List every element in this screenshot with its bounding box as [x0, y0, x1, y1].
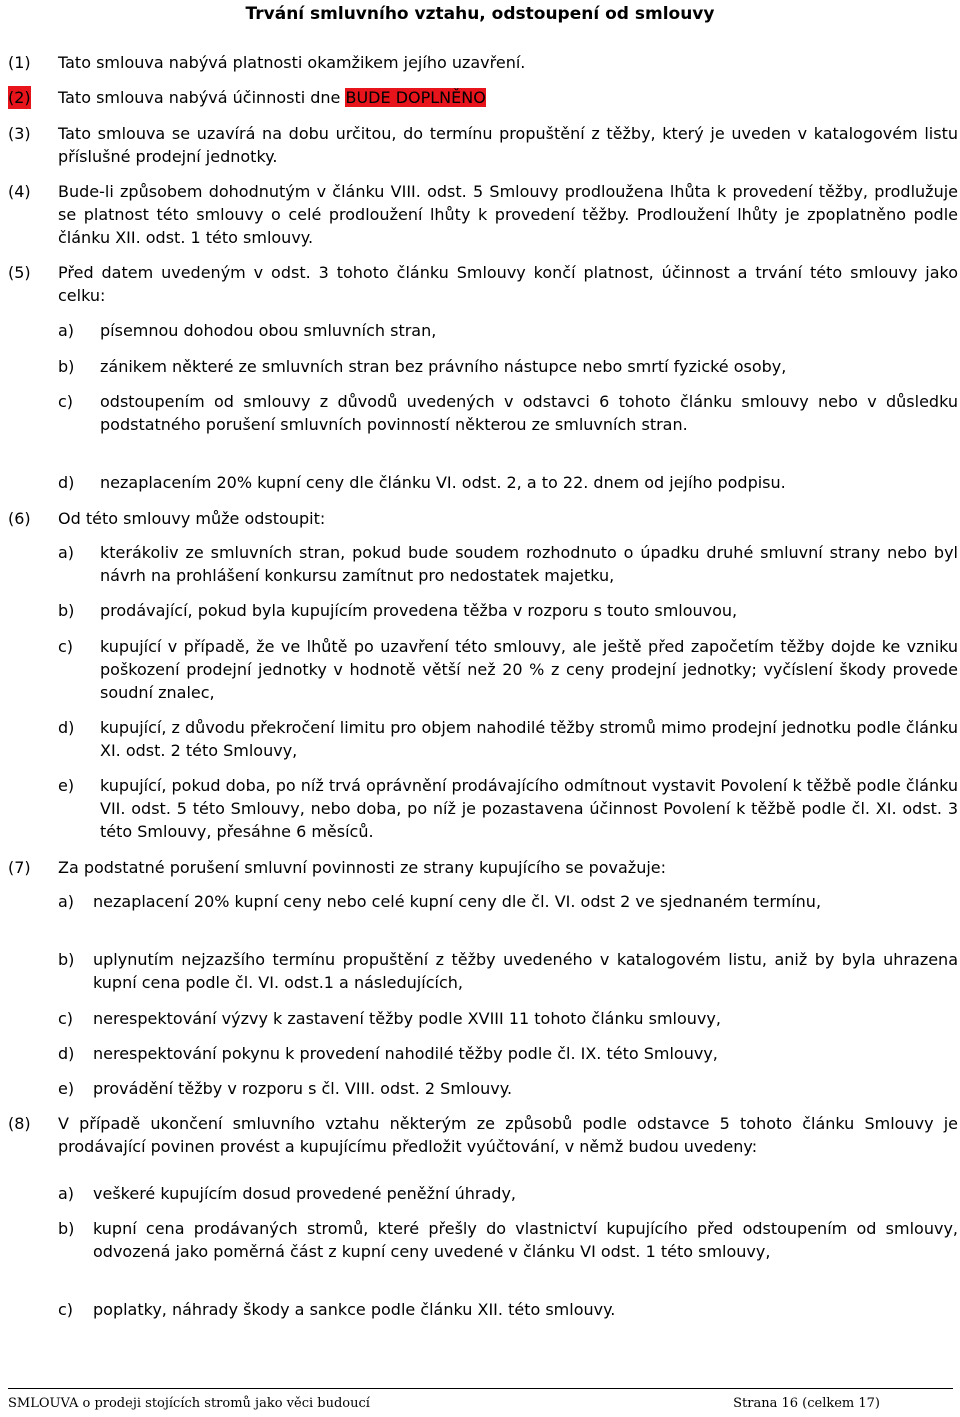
list-item-letter: e)	[58, 776, 75, 795]
paragraph-text: Za podstatné porušení smluvní povinnosti ze strany kupujícího se považuje:	[58, 858, 667, 877]
footer-divider	[8, 1388, 953, 1389]
paragraph-number: (5)	[8, 263, 31, 282]
list-item-letter: a)	[58, 543, 75, 562]
list-item-letter: a)	[58, 321, 75, 340]
paragraph-number-highlighted: (2)	[8, 88, 31, 107]
list-item-text: kupující, pokud doba, po níž trvá oprávnění prodávajícího odmítnout vystavit Povolení k těžbě podle článku VII. odst. 5 této Smlouvy, nebo doba, po níž je pozastavena účinnost Povolení k těžbě podle čl. XI. odst. 3 této Smlouvy, přesáhne 6 měsíců.	[100, 776, 958, 841]
list-item	[58, 1182, 958, 1205]
list-item-letter: e)	[58, 1079, 75, 1098]
paragraph-number: (4)	[8, 182, 31, 201]
list-item	[58, 319, 958, 342]
paragraph-text	[58, 86, 958, 109]
list-item-letter: b)	[58, 1219, 75, 1238]
list-item	[58, 635, 958, 704]
list-item-text: poplatky, náhrady škody a sankce podle článku XII. této smlouvy.	[93, 1300, 616, 1319]
list-item-text: prodávající, pokud byla kupujícím provedena těžba v rozporu s touto smlouvou,	[100, 601, 738, 620]
paragraph-3	[8, 122, 958, 168]
list-item-letter: c)	[58, 1009, 74, 1028]
list-item-text: provádění těžby v rozporu s čl. VIII. odst. 2 Smlouvy.	[93, 1079, 513, 1098]
list-item-letter: b)	[58, 950, 75, 969]
list-item-letter: c)	[58, 392, 74, 411]
list-item	[58, 774, 958, 843]
list-item-letter: d)	[58, 473, 75, 492]
list-item-text: zánikem některé ze smluvních stran bez právního nástupce nebo smrtí fyzické osoby,	[100, 357, 787, 376]
paragraph-text: Tato smlouva nabývá platnosti okamžikem jejího uzavření.	[58, 53, 526, 72]
list-item-letter: c)	[58, 637, 74, 656]
list-item-text: písemnou dohodou obou smluvních stran,	[100, 321, 437, 340]
list-item-text: uplynutím nejzazšího termínu propuštění z těžby uvedeného v katalogovém listu, aniž by byla uhrazena kupní cena podle čl. VI. odst.1 a následujících,	[93, 950, 958, 992]
paragraph-7	[8, 856, 958, 879]
list-item-letter: d)	[58, 1044, 75, 1063]
list-item-letter: a)	[58, 892, 75, 911]
list-item	[58, 1042, 958, 1065]
paragraph-number: (8)	[8, 1114, 31, 1133]
paragraph-8	[8, 1112, 958, 1158]
list-item-text: veškeré kupujícím dosud provedené peněžní úhrady,	[93, 1184, 517, 1203]
list-item	[58, 948, 958, 994]
list-item	[58, 1217, 958, 1263]
paragraph-number: (1)	[8, 53, 31, 72]
paragraph-text: V případě ukončení smluvního vztahu některým ze způsobů podle odstavce 5 tohoto článku Smlouvy je prodávající povinen provést a kupujícímu předložit vyúčtování, v němž budou uvedeny:	[58, 1114, 958, 1156]
list-item-text: kterákoliv ze smluvních stran, pokud bude soudem rozhodnuto o úpadku druhé smluvní strany nebo byl návrh na prohlášení konkursu zamítnut pro nedostatek majetku,	[100, 543, 958, 585]
list-item-text: kupní cena prodávaných stromů, které přešly do vlastnictví kupujícího před odstoupením od smlouvy, odvozená jako poměrná část z kupní ceny uvedené v článku VI odst. 1 této smlouvy,	[93, 1219, 958, 1261]
list-item	[58, 390, 958, 436]
paragraph-4	[8, 180, 958, 249]
list-item	[58, 1077, 958, 1100]
list-item	[58, 355, 958, 378]
list-item-letter: b)	[58, 601, 75, 620]
list-item-letter: c)	[58, 1300, 74, 1319]
list-item-text: nezaplacením 20% kupní ceny dle článku VI. odst. 2, a to 22. dnem od jejího podpisu.	[100, 473, 786, 492]
list-item	[58, 599, 958, 622]
paragraph-6	[8, 507, 958, 530]
section-title: Trvání smluvního vztahu, odstoupení od smlouvy	[245, 4, 715, 24]
paragraph-number: (7)	[8, 858, 31, 877]
list-item-text: nerespektování výzvy k zastavení těžby podle XVIII 11 tohoto článku smlouvy,	[93, 1009, 721, 1028]
list-item-letter: a)	[58, 1184, 75, 1203]
paragraph-1	[8, 51, 958, 74]
list-item	[58, 1007, 958, 1030]
list-item-text: odstoupením od smlouvy z důvodů uvedených v odstavci 6 tohoto článku smlouvy nebo v důsledku podstatného porušení smluvních povinností některou ze smluvních stran.	[100, 392, 958, 434]
paragraph-text: Bude-li způsobem dohodnutým v článku VIII. odst. 5 Smlouvy prodloužena lhůta k provedení těžby, prodlužuje se platnost této smlouvy o celé prodloužení lhůty k provedení těžby. Prodloužení lhůty je zpoplatněno podle článku XII. odst. 1 této smlouvy.	[58, 182, 958, 247]
list-item-letter: d)	[58, 718, 75, 737]
paragraph-text: Tato smlouva se uzavírá na dobu určitou, do termínu propuštění z těžby, který je uveden v katalogovém listu příslušné prodejní jednotky.	[58, 124, 958, 166]
footer-document-title: SMLOUVA o prodeji stojících stromů jako věci budoucí	[8, 1396, 370, 1411]
paragraph-5	[8, 261, 958, 307]
paragraph-text: Před datem uvedeným v odst. 3 tohoto článku Smlouvy končí platnost, účinnost a trvání této smlouvy jako celku:	[58, 263, 958, 305]
list-item-text: kupující v případě, že ve lhůtě po uzavření této smlouvy, ale ještě před započetím těžby dojde ke vzniku poškození prodejní jednotky v hodnotě větší než 20 % z ceny prodejní jednotky; vyčíslení škody provede soudní znalec,	[100, 637, 958, 702]
list-item	[58, 541, 958, 587]
placeholder-highlight: BUDE DOPLNĚNO	[345, 88, 486, 107]
paragraph-text: Od této smlouvy může odstoupit:	[58, 509, 326, 528]
effective-date-label: Tato smlouva nabývá účinnosti dne	[58, 88, 346, 107]
paragraph-number: (6)	[8, 509, 31, 528]
list-item-text: nerespektování pokynu k provedení nahodilé těžby podle čl. IX. této Smlouvy,	[93, 1044, 718, 1063]
list-item	[58, 890, 958, 913]
paragraph-2	[8, 86, 958, 109]
list-item	[58, 1298, 958, 1321]
list-item	[58, 471, 958, 494]
list-item-letter: b)	[58, 357, 75, 376]
list-item	[58, 716, 958, 762]
list-item-text: nezaplacení 20% kupní ceny nebo celé kupní ceny dle čl. VI. odst 2 ve sjednaném termínu,	[93, 892, 822, 911]
list-item-text: kupující, z důvodu překročení limitu pro objem nahodilé těžby stromů mimo prodejní jednotku podle článku XI. odst. 2 této Smlouvy,	[100, 718, 958, 760]
paragraph-number: (3)	[8, 124, 31, 143]
footer-page-number: Strana 16 (celkem 17)	[733, 1396, 880, 1411]
